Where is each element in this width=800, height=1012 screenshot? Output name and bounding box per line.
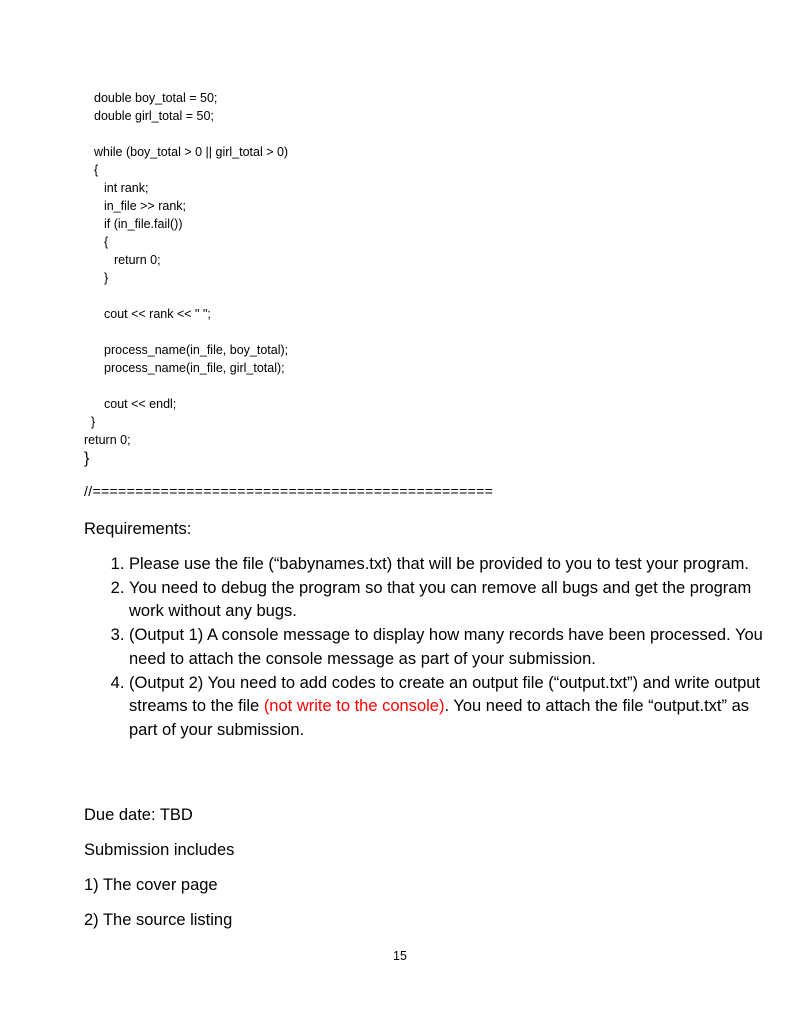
- code-line: double boy_total = 50;: [94, 91, 218, 105]
- requirement-text: (Output 2) You need to add codes to create an output file (“output.txt”) and write output streams to the file: [129, 673, 761, 716]
- code-line: double girl_total = 50;: [94, 109, 214, 123]
- section-divider: //===============================================: [84, 483, 494, 499]
- submission-item: 2) The source listing: [84, 911, 233, 929]
- submission-item: 1) The cover page: [84, 876, 218, 894]
- requirements-list: [84, 553, 769, 743]
- code-line: cout << rank << " ";: [104, 307, 211, 321]
- code-line: }: [104, 271, 109, 285]
- due-date: Due date: TBD: [84, 806, 193, 824]
- code-line: int rank;: [104, 181, 149, 195]
- requirement-text: . You need to attach the file “output.txt” as part of your submission.: [129, 697, 750, 739]
- page-number: 15: [393, 949, 407, 963]
- requirement-item: 1. Please use the file (“babynames.txt) that will be provided to you to test your program.: [129, 553, 769, 577]
- requirements-heading: Requirements:: [84, 520, 192, 538]
- submission-intro: Submission includes: [84, 841, 235, 859]
- code-line: {: [94, 163, 99, 177]
- code-line: {: [104, 235, 109, 249]
- highlighted-note: (not write to the console): [263, 697, 445, 716]
- code-line: process_name(in_file, girl_total);: [104, 361, 285, 375]
- code-line: return 0;: [114, 253, 161, 267]
- requirement-item: 3. (Output 1) A console message to display how many records have been processed. You need to attach the console message as part of your submission.: [129, 624, 769, 671]
- requirement-item: 2. You need to debug the program so that you can remove all bugs and get the program work without any bugs.: [129, 577, 769, 624]
- code-line: }: [84, 450, 90, 467]
- code-line: while (boy_total > 0 || girl_total > 0): [94, 145, 289, 159]
- requirement-item: [129, 672, 769, 743]
- code-line: cout << endl;: [104, 397, 177, 411]
- code-line: if (in_file.fail()): [104, 217, 183, 231]
- code-line: process_name(in_file, boy_total);: [104, 343, 289, 357]
- code-line: }: [91, 415, 96, 429]
- code-line: return 0;: [84, 433, 131, 447]
- code-line: in_file >> rank;: [104, 199, 186, 213]
